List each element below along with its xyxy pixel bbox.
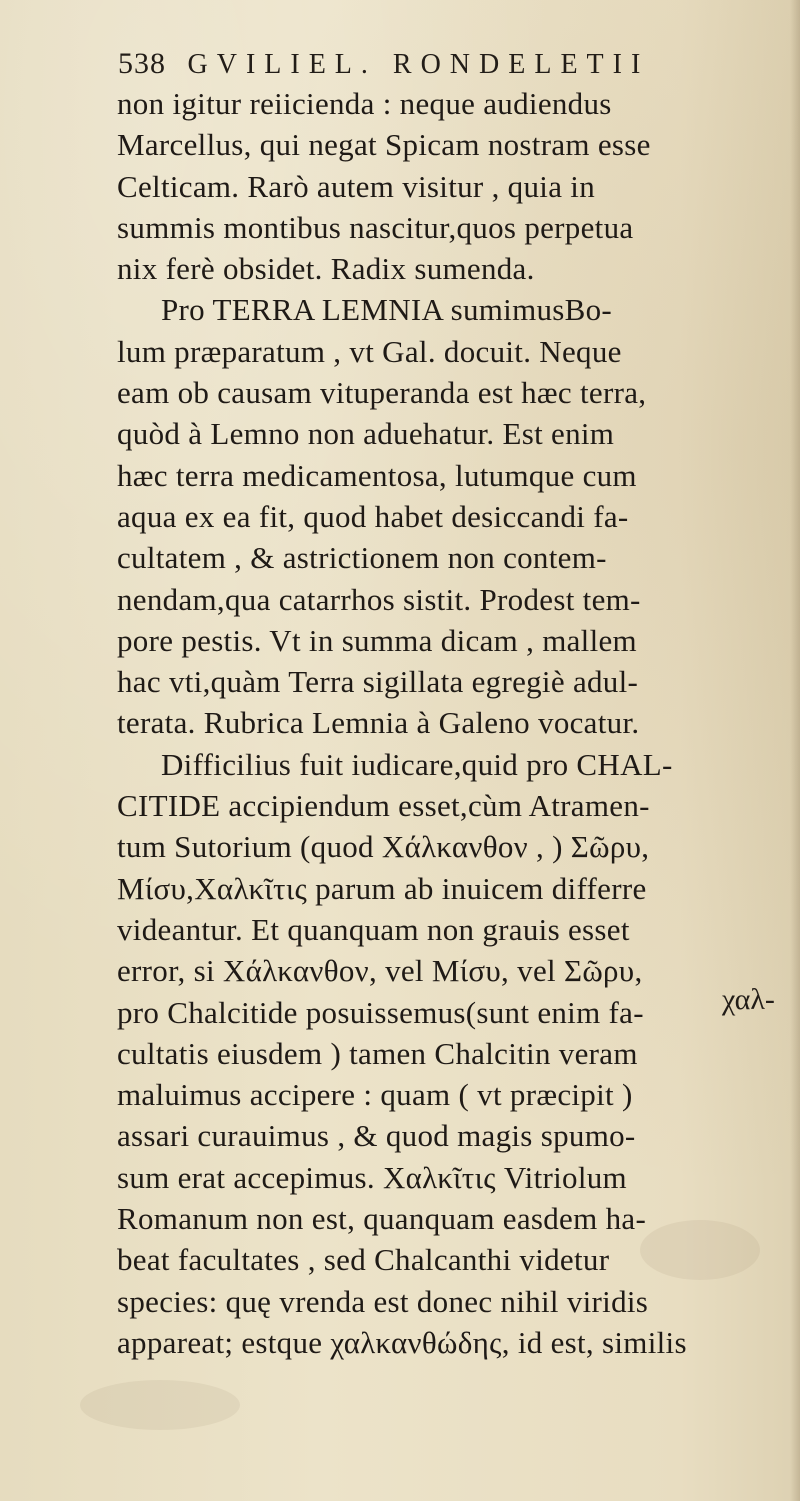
text-line: cultatem , & astrictionem non contem- [117,540,607,576]
text-line: Marcellus, qui negat Spicam nostram esse [117,127,651,163]
text-line: videantur. Et quanquam non grauis esset [117,911,630,947]
text-line: hac vti,quàm Terra sigillata egregiè adul- [117,664,639,700]
text-line: lum præparatum , vt Gal. docuit. Neque [117,333,622,369]
text-line: appareat; estque χαλκανθώδης, id est, similis [117,1324,687,1360]
text-line: pore pestis. Vt in summa dicam , mallem [117,622,637,658]
text-line: Pro TERRA LEMNIA sumimusBo- [161,292,613,328]
text-line: Difficilius fuit iudicare,quid pro CHAL- [161,746,673,782]
text-line: summis montibus nascitur,quos perpetua [117,209,634,245]
text-line: sum erat accepimus. Χαλκῖτις Vitriolum [117,1159,627,1195]
running-head: GVILIEL. RONDELETII [187,49,650,80]
text-line: pro Chalcitide posuissemus(sunt enim fa- [117,994,644,1030]
text-line: nendam,qua catarrhos sistit. Prodest tem- [117,581,641,617]
text-line: Romanum non est, quanquam easdem ha- [117,1201,647,1237]
text-line: hæc terra medicamentosa, lutumque cum [117,457,637,493]
text-line: Celticam. Rarò autem visitur , quia in [117,168,596,204]
text-line: error, si Χάλκανθον, vel Μίσυ, vel Σῶρυ, [117,953,643,989]
text-line: Μίσυ,Χαλκῖτις parum ab inuicem differre [117,870,647,906]
catchword: χαλ- [722,983,775,1016]
paper-stain [80,1380,240,1430]
text-line: terata. Rubrica Lemnia à Galeno vocatur. [117,705,640,741]
text-line: maluimus accipere : quam ( vt præcipit ) [117,1077,633,1113]
text-line: assari curauimus , & quod magis spumo- [117,1118,636,1154]
text-line: CITIDE accipiendum esset,cùm Atramen- [117,788,650,824]
text-line: aqua ex ea fit, quod habet desiccandi fa- [117,498,629,534]
text-line: beat facultates , sed Chalcanthi videtur [117,1242,610,1278]
text-line: tum Sutorium (quod Χάλκανθον , ) Σῶρυ, [117,829,650,865]
text-line: nix ferè obsidet. Radix sumenda. [117,251,535,287]
text-line: quòd à Lemno non aduehatur. Est enim [117,416,615,452]
body-text [117,83,797,1363]
page-header [118,44,718,84]
text-line: species: quę vrenda est donec nihil viridis [117,1283,649,1319]
text-line: cultatis eiusdem ) tamen Chalcitin veram [117,1035,638,1071]
text-line: eam ob causam vituperanda est hæc terra, [117,375,647,411]
page-number: 538 [118,47,166,80]
text-line: non igitur reiicienda : neque audiendus [117,86,612,121]
